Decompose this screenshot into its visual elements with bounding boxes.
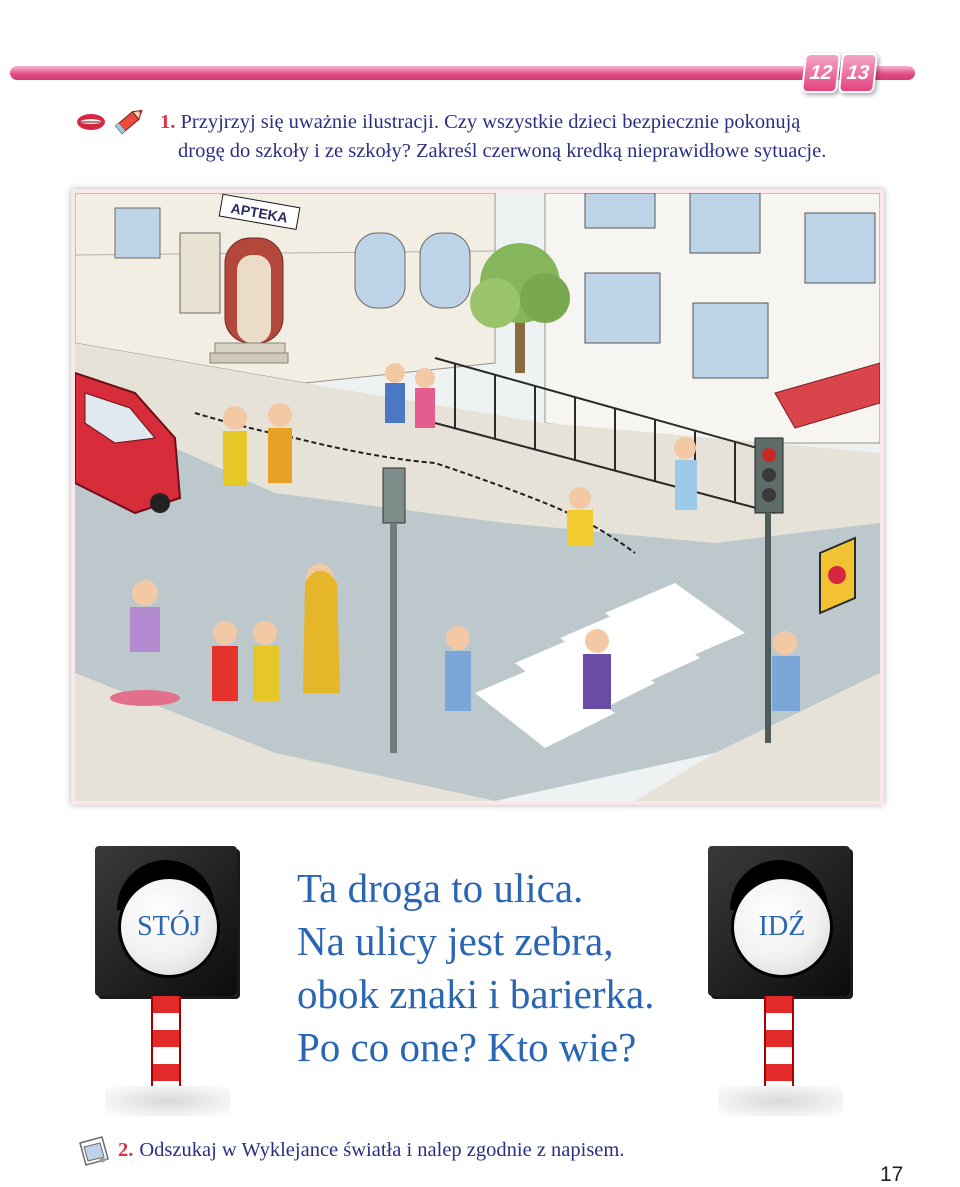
poem-line-4: Po co one? Kto wie? [297,1024,637,1070]
poem-line-3: obok znaki i barierka. [297,971,655,1017]
poem-line-1: Ta droga to ulica. [297,865,584,911]
street-illustration [71,189,884,805]
go-label: IDŹ [758,911,806,942]
go-light-lens [731,876,833,978]
poem [297,862,727,1074]
street-scene [75,193,880,801]
header-bar [10,66,915,80]
crayon-icon [116,107,145,134]
stop-light-shadow [105,1086,230,1116]
go-light-pole [764,996,794,1086]
stop-label: STÓJ [137,911,201,942]
task1-icons [76,104,146,140]
task1-line1: Przyjrzyj się uważnie ilustracji. Czy wszystkie dzieci bezpiecznie pokonują [180,111,801,133]
sticker-book-icon [76,1133,112,1167]
go-light-shadow [718,1086,843,1116]
task2-instruction [76,1133,876,1167]
task1-number: 1. [160,111,176,133]
poem-line-2: Na ulicy jest zebra, [297,918,614,964]
page-tag-right: 13 [838,53,878,93]
pharmacy-sign-text: APTEKA [229,199,290,226]
stop-light-pole [151,996,181,1086]
stop-light-lens [118,876,220,978]
task2-text: Odszukaj w Wyklejance światła i nalep zgodnie z napisem. [139,1138,625,1161]
page-number: 17 [880,1163,904,1186]
lips-icon [77,114,105,130]
task1-instruction [160,108,920,166]
task2-number: 2. [118,1138,134,1161]
task1-line2: drogę do szkoły i ze szkoły? Zakreśl czerwoną kredką nieprawidłowe sytuacje. [178,140,827,162]
page-tag-left: 12 [801,53,841,93]
